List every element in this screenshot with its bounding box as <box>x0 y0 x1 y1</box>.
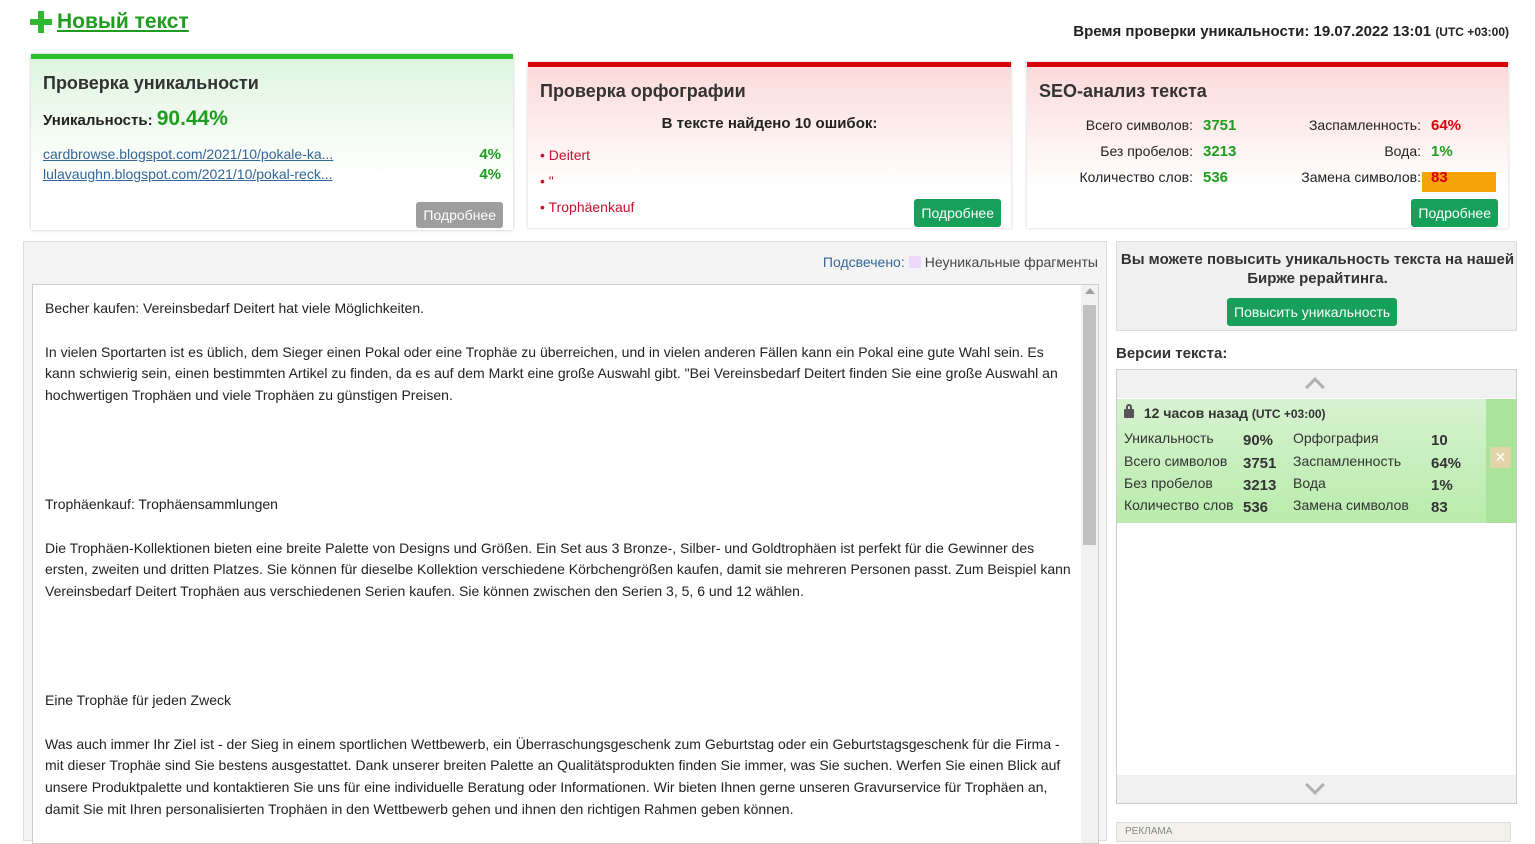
text-area-container <box>23 241 1107 841</box>
version-actions <box>1486 399 1516 523</box>
paragraph: Was auch immer Ihr Ziel ist - der Sieg in einem sportlichen Wettbewerb, ein Überraschungsgeschenk zum Geburtstag oder ein Geburtstagsgeschenk für die Firma - mit dieser Trophäe sind Sie bestens ausgestattet. Dank unserer breiten Palette an Qualitätsprodukten finden Sie immer, was Sie suchen. Werfen Sie einen Blick auf unsere Produktpalette und kontaktieren Sie uns für eine individuelle Beratung oder Informationen. Wir bieten Ihnen gerne unseren Gravurservice für Trophäen an, damit Sie mit Ihren personalisierten Trophäen in den Wettbewerb gehen und ihnen den richtigen Rahmen geben können. <box>45 735 1061 817</box>
versions-list <box>1116 369 1517 804</box>
source-percent: 4% <box>479 146 501 163</box>
uniqueness-title: Проверка уникальности <box>43 73 259 93</box>
version-uniq-value: 90% <box>1243 432 1274 449</box>
version-replace-value: 83 <box>1431 499 1448 516</box>
editor-scrollbar[interactable] <box>1081 285 1098 844</box>
highlight-legend-text: Неуникальные фрагменты <box>924 254 1098 270</box>
uniqueness-value: 90.44% <box>156 107 228 130</box>
top-bar <box>0 0 1535 50</box>
source-row <box>43 166 501 182</box>
word-count-label: Количество слов: <box>1079 169 1193 185</box>
highlight-legend <box>823 254 1098 270</box>
check-time-value: 19.07.2022 13:01 <box>1313 23 1432 40</box>
replace-label: Замена символов: <box>1301 169 1421 185</box>
scroll-thumb[interactable] <box>1083 305 1096 545</box>
rewrite-promo <box>1116 241 1517 331</box>
total-chars-label: Всего символов: <box>1085 117 1193 133</box>
word-count-value: 536 <box>1203 169 1229 186</box>
source-link[interactable]: lulavaughn.blogspot.com/2021/10/pokal-reck... <box>43 166 333 182</box>
water-label: Вода: <box>1384 143 1421 159</box>
spelling-title: Проверка орфографии <box>540 81 746 101</box>
error-item[interactable]: • " <box>540 173 634 199</box>
error-list <box>540 147 634 225</box>
increase-uniqueness-button[interactable]: Повысить уникальность <box>1227 298 1397 326</box>
spam-label: Заспамленность: <box>1308 117 1421 133</box>
seo-panel <box>1027 62 1508 228</box>
versions-title: Версии текста: <box>1116 345 1228 362</box>
version-nospace-label: Без пробелов <box>1124 475 1213 491</box>
check-time-tz: (UTC +03:00) <box>1435 25 1509 39</box>
plus-icon <box>30 11 52 33</box>
replace-value: 83 <box>1431 169 1448 186</box>
version-uniq-label: Уникальность <box>1124 430 1214 446</box>
version-water-value: 1% <box>1431 477 1453 494</box>
version-spam-label: Заспамленность <box>1293 453 1402 469</box>
version-time <box>1124 405 1326 421</box>
new-text-link[interactable] <box>30 10 189 34</box>
chevron-down-icon <box>1305 775 1325 795</box>
paragraph: In vielen Sportarten ist es üblich, dem Sieger einen Pokal oder eine Trophäe zu überreichen, und in vielen anderen Fällen kann ein Pokal eine gute Wahl sein. Es kann schwierig sein, einen bestimmten Artikel zu finden, da es auf dem Markt eine große Auswahl gibt. "Bei Vereinsbedarf Deitert finden Sie eine große Auswahl an hochwertigen Trophäen und viele Trophäen zu günstigen Preisen. <box>45 343 1058 404</box>
version-nospace-value: 3213 <box>1243 477 1277 494</box>
text-editor[interactable] <box>32 284 1099 844</box>
version-spell-value: 10 <box>1431 432 1448 449</box>
version-tz: (UTC +03:00) <box>1251 407 1326 421</box>
editor-text[interactable] <box>45 298 1075 821</box>
no-spaces-label: Без пробелов: <box>1100 143 1193 159</box>
version-total-value: 3751 <box>1243 455 1277 472</box>
spam-value: 64% <box>1431 117 1462 134</box>
no-spaces-value: 3213 <box>1203 143 1237 160</box>
paragraph: Becher kaufen: Vereinsbedarf Deitert hat viele Möglichkeiten. <box>45 300 424 316</box>
version-spell-label: Орфография <box>1293 430 1379 446</box>
uniqueness-label: Уникальность: <box>43 112 153 129</box>
version-replace-label: Замена символов <box>1293 497 1409 513</box>
uniqueness-more-button[interactable]: Подробнее <box>416 202 503 228</box>
scroll-up-arrow-icon[interactable] <box>1085 288 1095 294</box>
new-text-label: Новый текст <box>57 10 189 33</box>
delete-version-icon[interactable]: ✕ <box>1490 447 1511 468</box>
version-water-label: Вода <box>1293 475 1326 491</box>
source-row <box>43 146 501 162</box>
seo-title: SEO-анализ текста <box>1039 81 1207 101</box>
check-time-label: Время проверки уникальности: <box>1073 23 1310 40</box>
highlight-label: Подсвечено: <box>822 254 905 270</box>
versions-scroll-up[interactable] <box>1117 370 1516 398</box>
error-item[interactable]: • Trophäenkauf <box>540 199 634 225</box>
promo-text: Вы можете повысить уникальность текста на нашей Бирже рерайтинга. <box>1120 251 1515 287</box>
chevron-up-icon <box>1305 377 1325 397</box>
paragraph: Eine Trophäe für jeden Zweck <box>45 691 231 708</box>
paragraph: Trophäenkauf: Trophäensammlungen <box>45 495 278 512</box>
error-count: В тексте найдено 10 ошибок: <box>661 115 878 132</box>
total-chars-value: 3751 <box>1203 117 1237 134</box>
water-value: 1% <box>1431 143 1453 160</box>
version-total-label: Всего символов <box>1124 453 1228 469</box>
uniqueness-line <box>43 107 228 131</box>
version-words-value: 536 <box>1243 499 1269 516</box>
version-time-text: 12 часов назад <box>1143 405 1248 421</box>
version-spam-value: 64% <box>1431 455 1462 472</box>
spelling-panel <box>528 62 1011 228</box>
highlight-swatch <box>909 256 921 268</box>
ad-banner[interactable]: РЕКЛАМА <box>1116 822 1511 842</box>
error-item[interactable]: • Deitert <box>540 147 634 173</box>
version-item[interactable] <box>1117 399 1516 523</box>
source-link[interactable]: cardbrowse.blogspot.com/2021/10/pokale-ka... <box>43 146 334 162</box>
source-percent: 4% <box>479 166 501 183</box>
uniqueness-panel <box>31 54 513 230</box>
versions-scroll-down[interactable] <box>1117 775 1516 803</box>
check-time <box>1073 23 1509 40</box>
seo-more-button[interactable]: Подробнее <box>1411 199 1498 227</box>
lock-icon <box>1124 409 1134 418</box>
paragraph: Die Trophäen-Kollektionen bieten eine breite Palette von Designs und Größen. Ein Set aus 3 Bronze-, Silber- und Goldtrophäen ist perfekt für die Gewinner des ersten, zweiten und dritten Platzes. Sie können für dieselbe Kollektion verschiedene Körbchengrößen kaufen, damit sie mehreren Personen passt. Zum Beispiel kann Vereinsbedarf Deitert Trophäen aus verschiedenen Serien kaufen. Sie können zwischen den Serien 3, 5, 6 und 12 wählen. <box>45 539 1071 600</box>
version-words-label: Количество слов <box>1124 497 1234 513</box>
spelling-more-button[interactable]: Подробнее <box>914 199 1001 227</box>
